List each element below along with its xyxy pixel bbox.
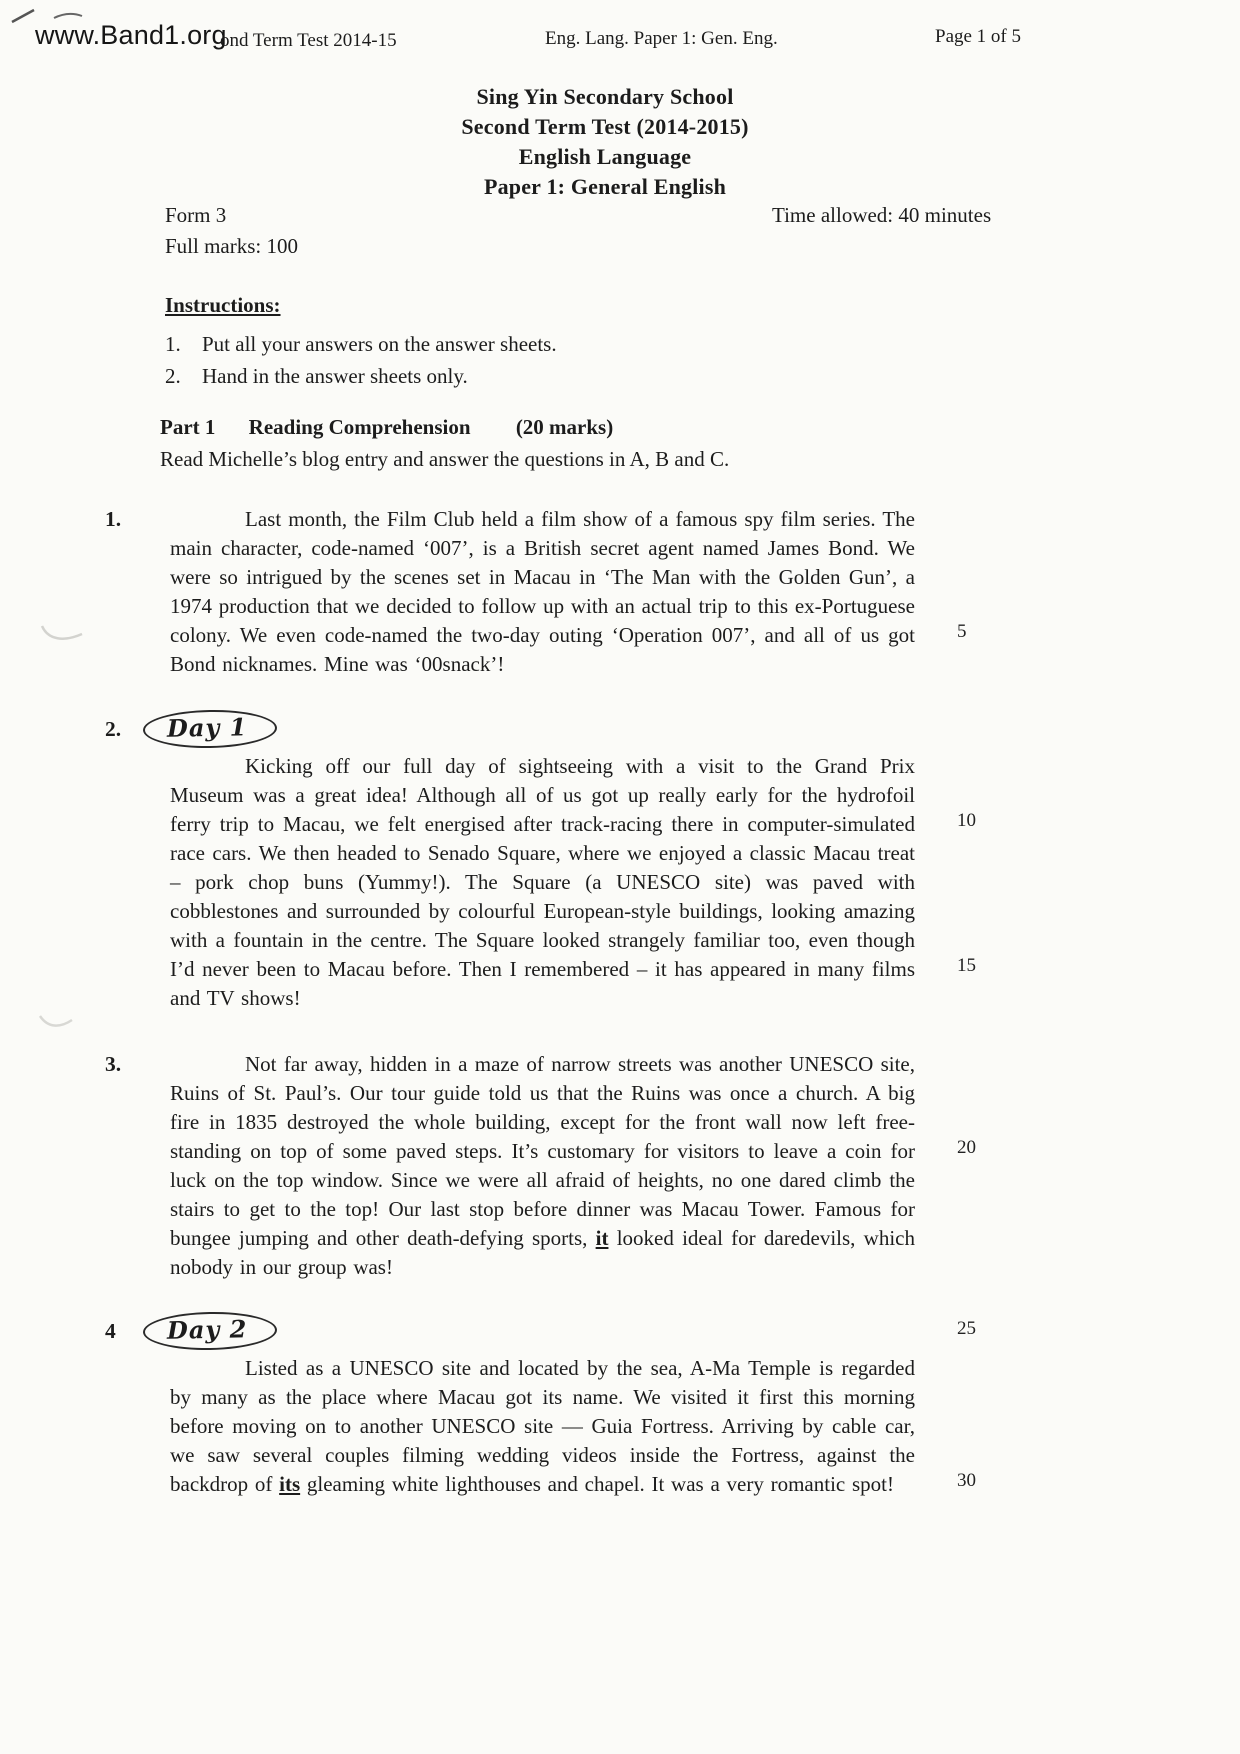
paragraph-text-segment: looked ideal for daredevils, which nobody in our group was! — [170, 1226, 915, 1279]
part1-intro: Read Michelle’s blog entry and answer the questions in A, B and C. — [160, 447, 730, 471]
paragraph-number: 2. — [105, 716, 122, 741]
instructions-heading: Instructions: — [165, 293, 281, 317]
instruction-text: Hand in the answer sheets only. — [202, 364, 468, 388]
instruction-item — [165, 328, 865, 360]
day-1-heading — [105, 710, 915, 748]
line-number-25: 25 — [957, 1318, 976, 1339]
paragraph-number: 3. — [105, 1052, 122, 1076]
paragraph-text — [170, 1050, 915, 1282]
paragraph-number: 1. — [105, 507, 122, 531]
school-name: Sing Yin Secondary School — [476, 84, 734, 109]
part1-label: Part 1 — [160, 415, 216, 439]
line-number-20: 20 — [957, 1137, 976, 1158]
instruction-number: 2. — [165, 364, 181, 388]
day-2-label: Day 2 — [143, 1311, 278, 1351]
line-number-30: 30 — [957, 1470, 976, 1491]
instruction-number: 1. — [165, 332, 181, 356]
reading-passage — [105, 505, 976, 1499]
form-level: Form 3 — [165, 203, 227, 227]
part1-marks: (20 marks) — [515, 415, 614, 439]
full-marks: Full marks: 100 — [165, 234, 299, 258]
day-1-label: Day 1 — [143, 709, 278, 749]
paragraph-number: 4 — [105, 1318, 116, 1343]
scan-artifact-squiggle — [38, 618, 88, 648]
part1-title: Reading Comprehension — [248, 415, 471, 439]
paper-name: Paper 1: General English — [483, 174, 727, 199]
subject-name: English Language — [518, 144, 692, 169]
underlined-word-its: its — [279, 1472, 301, 1496]
paragraph-3 — [105, 1050, 976, 1282]
line-number-15: 15 — [957, 955, 976, 976]
title-block — [0, 82, 1210, 202]
paragraph-text-segment: Not far away, hidden in a maze of narrow streets was another UNESCO site, Ruins of St. Paul’s. Our tour guide told us that the Ruins was once a church. A big fire in 1835 destroyed the whole building, except for the front wall now left free-standing on top of some paved steps. It’s customary for visitors to leave a coin for luck on the top window. Since we were all afraid of heights, no one dared climb the stairs to get to the top! Our last stop before dinner was Macau Tower. Famous for bungee jumping and other death-defying sports, — [170, 1052, 915, 1250]
paragraph-2 — [105, 752, 976, 1013]
underlined-word-it: it — [595, 1226, 609, 1250]
paragraph-text: Kicking off our full day of sightseeing with a visit to the Grand Prix Museum was a great idea! Although all of us got up really early for the hydrofoil ferry trip to Macau, we felt energised after track-racing there in computer-simulated race cars. We then headed to Senado Square, where we enjoyed a classic Macau treat – pork chop buns (Yummy!). The Square (a UNESCO site) was paved with cobblestones and surrounded by colourful European-style buildings, looking amazing with a fountain in the centre. The Square looked strangely familiar too, even though I’d never been to Macau before. Then I remembered – it has appeared in many films and TV shows! — [170, 754, 915, 1010]
site-watermark: www.Band1.org — [35, 20, 227, 50]
scan-artifact-squiggle — [36, 1010, 76, 1032]
day-2-heading — [105, 1312, 976, 1350]
instruction-item — [165, 360, 865, 392]
paragraph-text-segment: gleaming white lighthouses and chapel. It was a very romantic spot! — [300, 1472, 894, 1496]
header-term-test: ond Term Test 2014-15 — [220, 30, 397, 51]
header-paper-label: Eng. Lang. Paper 1: Gen. Eng. — [545, 28, 778, 49]
line-number-10: 10 — [957, 810, 976, 831]
instructions-section — [165, 293, 865, 392]
line-number-5: 5 — [957, 621, 967, 642]
paragraph-text — [170, 1354, 915, 1499]
part1-section — [160, 415, 980, 472]
paragraph-text-segment: Listed as a UNESCO site and located by the sea, A-Ma Temple is regarded by many as the place where Macau got its name. We visited it first this morning before moving on to another UNESCO site — Guia Fortress. Arriving by cable car, we saw several couples filming wedding videos inside the Fortress, against the backdrop of — [170, 1356, 915, 1496]
paragraph-1 — [105, 505, 967, 679]
instruction-text: Put all your answers on the answer sheets. — [202, 332, 557, 356]
paragraph-text: Last month, the Film Club held a film show of a famous spy film series. The main character, code-named ‘007’, is a British secret agent named James Bond. We were so intrigued by the scenes set in Macau in ‘The Man with the Golden Gun’, a 1974 production that we decided to follow up with an actual trip to this ex-Portuguese colony. We even code-named the two-day outing ‘Operation 007’, and all of us got Bond nicknames. Mine was ‘00snack’! — [170, 507, 915, 676]
paragraph-4 — [105, 1354, 976, 1499]
time-allowed: Time allowed: 40 minutes — [772, 203, 992, 227]
part1-heading — [160, 415, 980, 440]
test-name: Second Term Test (2014-2015) — [461, 114, 749, 139]
header-page-number: Page 1 of 5 — [935, 26, 1022, 47]
